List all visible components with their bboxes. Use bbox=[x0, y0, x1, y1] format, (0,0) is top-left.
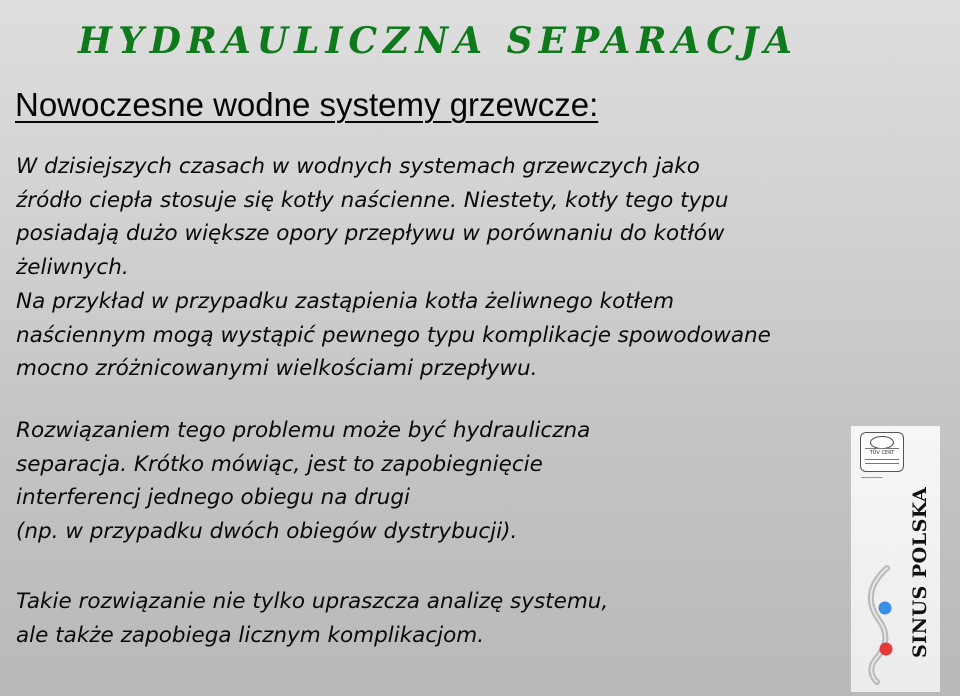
badge-divider bbox=[865, 448, 899, 449]
text-line: W dzisiejszych czasach w wodnych systemach grzewczych jako bbox=[16, 154, 700, 179]
text-line: źródło ciepła stosuje się kotły naścienne. Niestety, kotły tego typu bbox=[16, 187, 729, 213]
text-line: mocno zróżnicowanymi wielkościami przepływu. bbox=[16, 356, 538, 382]
paragraph-solution bbox=[16, 414, 590, 549]
text-line: interferencj jednego obiegu na drugi bbox=[16, 485, 411, 511]
paragraph-conclusion bbox=[16, 585, 608, 652]
tuv-cert-badge-icon bbox=[860, 432, 904, 472]
text-line: Rozwiązaniem tego problemu może być hydrauliczna bbox=[16, 418, 591, 443]
badge-divider bbox=[865, 459, 899, 460]
red-dot-icon bbox=[880, 643, 893, 656]
badge-caption-icon: ━━━━━━━━━ bbox=[861, 475, 883, 480]
brand-name: SINUS POLSKA bbox=[909, 486, 931, 658]
blue-dot-icon bbox=[879, 602, 892, 615]
slide-subtitle: Nowoczesne wodne systemy grzewcze: bbox=[15, 86, 599, 123]
badge-text: TÜV CERT bbox=[869, 450, 895, 456]
text-line: naściennym mogą wystąpić pewnego typu komplikacje spowodowane bbox=[16, 322, 771, 348]
slide-title: HYDRAULICZNA SEPARACJA bbox=[78, 20, 798, 62]
sinus-polska-logo bbox=[851, 426, 940, 692]
text-line: Takie rozwiązanie nie tylko upraszcza analizę systemu, bbox=[16, 589, 609, 614]
text-line: żeliwnych. bbox=[16, 255, 129, 281]
text-line: ale także zapobiega licznym komplikacjom. bbox=[16, 622, 485, 648]
text-line: separacja. Krótko mówiąc, jest to zapobiegnięcie bbox=[16, 451, 543, 477]
text-line: (np. w przypadku dwóch obiegów dystrybucji). bbox=[16, 519, 518, 545]
sinus-swirl-icon bbox=[857, 564, 903, 686]
badge-divider bbox=[865, 463, 899, 464]
paragraph-intro bbox=[16, 150, 771, 386]
text-line: Na przykład w przypadku zastąpienia kotła żeliwnego kotłem bbox=[16, 288, 675, 314]
text-line: posiadają dużo większe opory przepływu w porównaniu do kotłów bbox=[16, 221, 725, 247]
